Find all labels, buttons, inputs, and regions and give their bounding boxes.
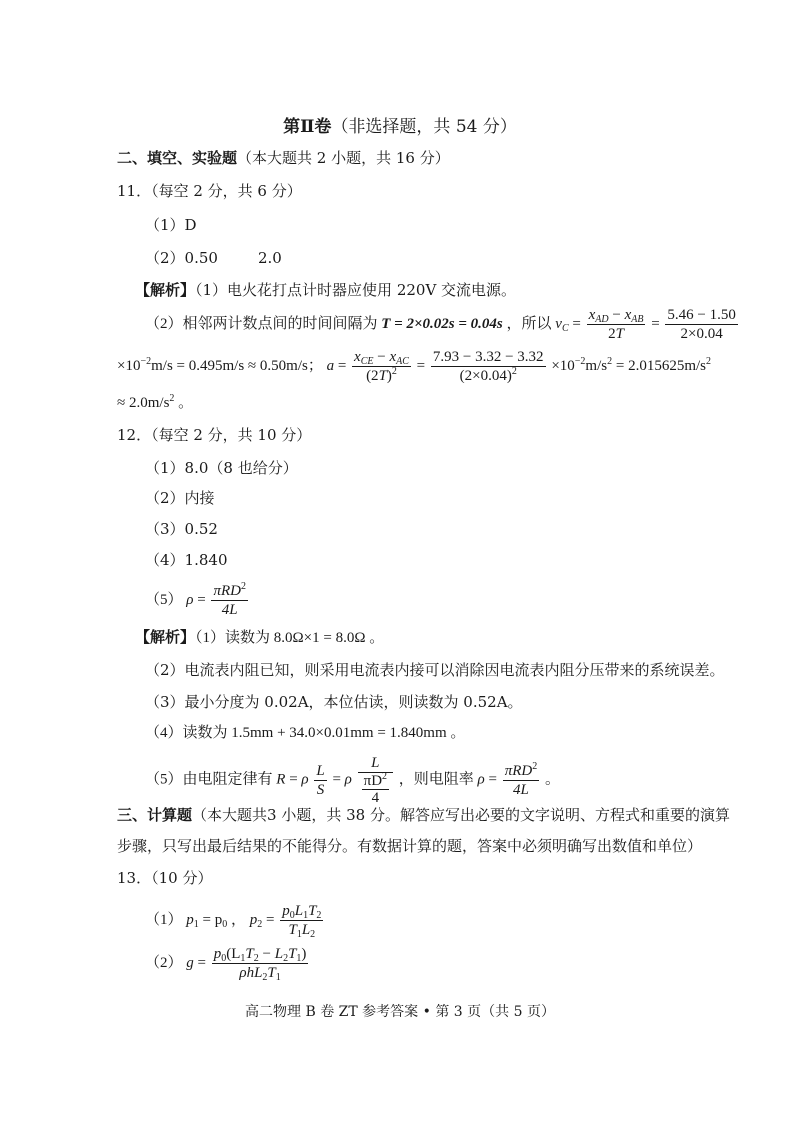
r-area-fraction: $\frac{L}{\frac{\pi D^2}{4}}$ xyxy=(358,754,393,806)
section-3-heading: 三、计算题（本大题共3 小题，共 38 分。解答应写出必要的文字说明、方程式和重要的演算 xyxy=(117,806,730,824)
section-2-heading: 二、填空、实验题（本大题共 2 小题，共 16 分） xyxy=(117,149,450,167)
vc-value-fraction: $\frac{5.46 - 1.50}{2\times 0.04}$ xyxy=(667,307,736,342)
q12-explanation-4: （4）读数为 1.5mm + 34.0×0.01mm = 1.840mm 。 xyxy=(145,725,466,741)
q13-header: 13．（10 分） xyxy=(117,869,213,887)
q13-answer-2: （2） g = $\frac{p_0(L_1T_2 - L_2T_1)}{\rho hL_2T_1}$ xyxy=(145,946,307,983)
r-l-over-s-fraction: $\frac{L}{S}$ xyxy=(316,762,325,798)
p2-fraction: $\frac{p_0L_1T_2}{T_1L_2}$ xyxy=(282,903,322,940)
q12-answer-3: （3）0.52 xyxy=(145,520,218,538)
q12-explanation-1: 【解析】（1）读数为 8.0Ω×1 = 8.0Ω 。 xyxy=(135,630,385,646)
resistivity-result-fraction: $\frac{\pi RD^2}{4L}$ xyxy=(504,760,538,798)
q12-answer-2: （2）内接 xyxy=(145,489,215,507)
resistivity-fraction: $\frac{\pi RD^2}{4L}$ xyxy=(213,581,246,618)
q11-explanation-2: （2）相邻两计数点间的时间间隔为 T = 2×0.02s = 0.04s ，所以 $v_C$ = $\frac{x_{AD} - x_{AB}}{2T}$ = $\frac{5.46 - 1.50}{2\times 0.04}$ xyxy=(145,307,736,342)
q12-explanation-3: （3）最小分度为 0.02A，本位估读，则读数为 0.52A。 xyxy=(145,693,523,711)
page-footer: 高二物理 B 卷 ZT 参考答案 • 第 3 页（共 5 页） xyxy=(245,1004,555,1020)
a-value-fraction: $\frac{7.93 - 3.32 - 3.32}{(2\times 0.04)^2}$ xyxy=(432,349,544,384)
g-fraction: $\frac{p_0(L_1T_2 - L_2T_1)}{\rho hL_2T_1}$ xyxy=(213,946,307,983)
vc-formula-fraction: $\frac{x_{AD} - x_{AB}}{2T}$ xyxy=(588,307,644,342)
area-fraction: $\frac{\pi D^2}{4}$ xyxy=(363,771,388,806)
q11-answer-2: （2）0.50 2.0 xyxy=(145,249,282,267)
q12-header: 12．（每空 2 分，共 10 分） xyxy=(117,426,312,444)
section-3-description: 步骤，只写出最后结果的不能得分。有数据计算的题，答案中必须明确写出数值和单位） xyxy=(117,837,703,855)
page-title: 第Ⅱ卷（非选择题，共 54 分） xyxy=(283,117,517,137)
q11-header: 11．（每空 2 分，共 6 分） xyxy=(117,182,302,200)
q11-answer-1: （1）D xyxy=(145,216,197,234)
q12-answer-1: （1）8.0（8 也给分） xyxy=(145,459,298,477)
q12-explanation-5: （5）由电阻定律有 R = ρ $\frac{L}{S}$ = ρ $\frac{L}{\frac{\pi D^2}{4}}$ ，则电阻率 ρ = $\frac{\pi RD^2}{4L}$ 。 xyxy=(145,755,560,806)
q11-explanation-4: ≈ $2.0m/s^2$ 。 xyxy=(117,393,194,411)
q12-explanation-2: （2）电流表内阻已知，则采用电流表内接可以消除因电流表内阻分压带来的系统误差。 xyxy=(145,661,725,679)
a-formula-fraction: $\frac{x_{CE} - x_{AC}}{(2T)^2}$ xyxy=(354,349,409,384)
q12-answer-4: （4）1.840 xyxy=(145,551,228,569)
q11-explanation-3: $\times 10^{-2}m/s = 0.495m/s \approx 0.50m/s$； a = $\frac{x_{CE} - x_{AC}}{(2T)^2}$ = $\frac{7.93 - 3.32 - 3.32}{(2\times 0.04)^2}$ $\times 10^{-2}m/s^2 = 2.015625m/s^2$ xyxy=(117,349,711,384)
q11-explanation-1: 【解析】（1）电火花打点计时器应使用 220V 交流电源。 xyxy=(135,281,517,299)
q13-answer-1: （1） $p_1 = p_0$ ， $p_2$ = $\frac{p_0L_1T_2}{T_1L_2}$ xyxy=(145,903,322,940)
q12-answer-5: （5） ρ = $\frac{\pi RD^2}{4L}$ xyxy=(145,581,246,618)
